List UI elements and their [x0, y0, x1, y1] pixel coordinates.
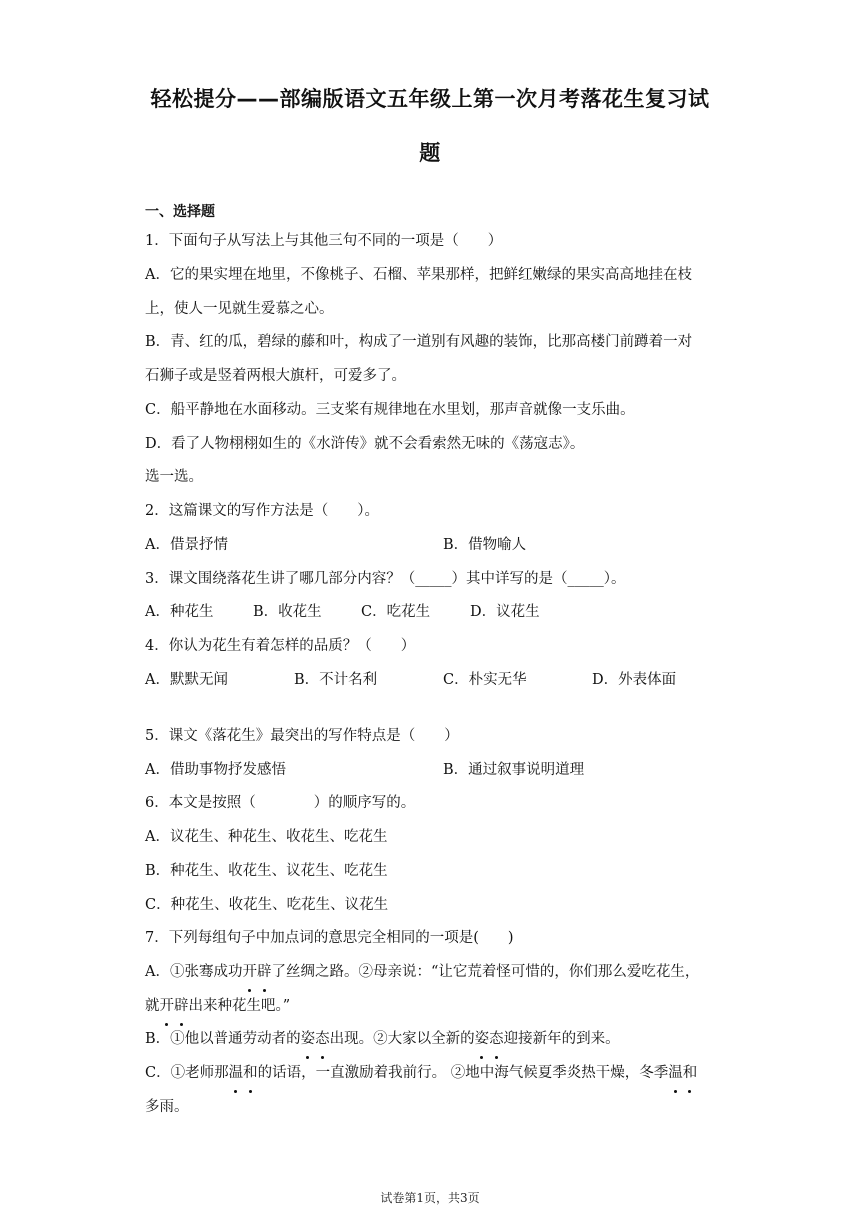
title-line-2: 题 [419, 141, 441, 165]
q2-option-b: B．借物喻人 [443, 537, 527, 553]
q7-a1-dotted-char-1: 开 [242, 955, 257, 989]
q7-c1-dotted-char-3: 温 [668, 1056, 683, 1090]
q7-a1-text-pre: A．①张骞成功 [145, 964, 243, 980]
q3-option-d: D．议花生 [470, 604, 540, 620]
q3-option-b: B．收花生 [253, 604, 322, 620]
q6-option-b: B．种花生、收花生、议花生、吃花生 [145, 863, 388, 879]
q5-option-b: B．通过叙事说明道理 [443, 762, 585, 778]
q3-option-a: A．种花生 [145, 604, 214, 620]
q1-option-d: D．看了人物栩栩如生的《水浒传》就不会看索然无味的《荡寇志》。 [145, 436, 585, 452]
q5-stem: 5．课文《落花生》最突出的写作特点是（ ） [145, 728, 459, 744]
q7-option-b [145, 1022, 725, 1056]
q7-b-dotted-char-2: 态 [315, 1022, 330, 1056]
q3-option-c: C．吃花生 [361, 604, 431, 620]
q4-option-a: A．默默无闻 [145, 672, 228, 688]
q2-stem: 2．这篇课文的写作方法是（ ）。 [145, 503, 379, 519]
q6-stem: 6．本文是按照（ ）的顺序写的。 [145, 795, 416, 811]
page-footer: 试卷第1页，共3页 [380, 1191, 480, 1205]
q7-a1-text-post: 了丝绸之路。②母亲说：“让它荒着怪可惜的，你们那么爱吃花生， [271, 964, 700, 980]
q5-option-a: A．借助事物抒发感悟 [145, 762, 286, 778]
q7-stem: 7．下列每组句子中加点词的意思完全相同的一项是( ) [145, 930, 514, 946]
q7-option-c-line2: 多雨。 [145, 1099, 189, 1115]
q4-option-d: D．外表体面 [592, 672, 677, 688]
q4-stem: 4．你认为花生有着怎样的品质？（ ） [145, 638, 416, 654]
q7-b-dotted-char-1: 姿 [301, 1022, 316, 1056]
q7-b-dotted-char-4: 态 [489, 1022, 504, 1056]
q1-option-a-line1: A．它的果实埋在地里，不像桃子、石榴、苹果那样，把鲜红嫩绿的果实高高地挂在枝 [145, 267, 692, 283]
page-title [100, 72, 760, 180]
q7-option-a-line2 [145, 989, 725, 1023]
q1-option-a-line2: 上，使人一见就生爱慕之心。 [145, 301, 334, 317]
title-line-1: 轻松提分——部编版语文五年级上第一次月考落花生复习试 [150, 87, 710, 111]
q7-option-c-line1 [145, 1056, 725, 1090]
q7-a1-dotted-char-2: 辟 [257, 955, 272, 989]
q7-c1-dotted-char-1: 温 [229, 1056, 244, 1090]
instruction: 选一选。 [145, 469, 203, 485]
q7-a2-dotted-char-1: 开 [160, 989, 175, 1023]
q1-option-b-line2: 石狮子或是竖着两根大旗杆，可爱多了。 [145, 368, 406, 384]
q7-c1-text-mid: 的话语，一直激励着我前行。 ②地中海气候夏季炎热干燥，冬季 [257, 1065, 669, 1081]
q7-b-text-mid: 出现。②大家以全新的 [329, 1031, 475, 1047]
q6-option-a: A．议花生、种花生、收花生、吃花生 [145, 829, 388, 845]
q7-b-text-post: 迎接新年的到来。 [503, 1031, 620, 1047]
q7-c1-dotted-char-2: 和 [243, 1056, 258, 1090]
q1-option-c: C．船平静地在水面移动。三支桨有规律地在水里划，那声音就像一支乐曲。 [145, 402, 635, 418]
q1-stem: 1．下面句子从写法上与其他三句不同的一项是（ ） [145, 233, 503, 249]
q7-c1-text-pre: C．①老师那 [145, 1065, 229, 1081]
q7-a2-dotted-char-2: 辟 [174, 989, 189, 1023]
q7-option-a-line1 [145, 955, 725, 989]
q7-b-text-pre: B．①他以普通劳动者的 [145, 1031, 301, 1047]
q7-a2-text-pre: 就 [145, 998, 160, 1014]
q4-option-c: C．朴实无华 [443, 672, 527, 688]
q3-stem: 3．课文围绕落花生讲了哪几部分内容？（_____）其中详写的是（_____）。 [145, 571, 626, 587]
q6-option-c: C．种花生、收花生、吃花生、议花生 [145, 897, 389, 913]
q7-a2-text-post: 出来种花生吧。” [188, 998, 291, 1014]
q7-c1-dotted-char-4: 和 [683, 1056, 698, 1090]
q7-b-dotted-char-3: 姿 [475, 1022, 490, 1056]
q2-option-a: A．借景抒情 [145, 537, 228, 553]
q1-option-b-line1: B．青、红的瓜，碧绿的藤和叶，构成了一道别有风趣的装饰，比那高楼门前蹲着一对 [145, 334, 693, 350]
section-heading: 一、选择题 [145, 204, 215, 220]
q4-option-b: B．不计名利 [294, 672, 378, 688]
